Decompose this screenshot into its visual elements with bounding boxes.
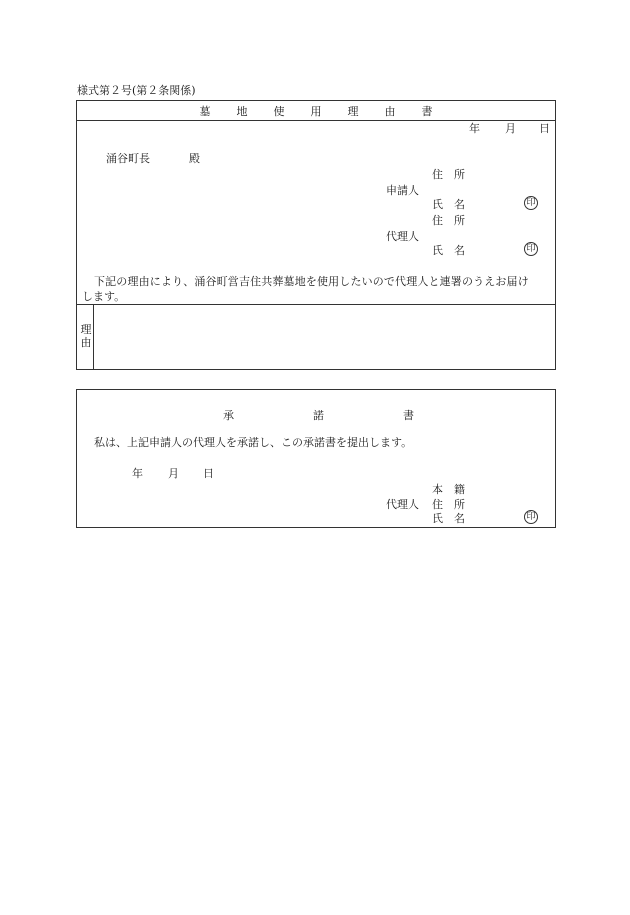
date-year-label: 年 <box>469 122 480 135</box>
consent-statement: 私は、上記申請人の代理人を承諾し、この承諾書を提出します。 <box>94 436 413 449</box>
title-char: 地 <box>236 104 248 118</box>
reason-label-char: 由 <box>80 336 92 349</box>
consent-agent-role-label: 代理人 <box>386 498 419 511</box>
agent-address-label-2: 所 <box>454 214 465 227</box>
title-char: 理 <box>347 104 359 118</box>
applicant-address-label-1: 住 <box>432 168 443 181</box>
agent-seal-icon: 印 <box>524 242 538 256</box>
consent-address-label-2: 所 <box>454 498 465 511</box>
consent-date-day-label: 日 <box>203 467 214 480</box>
application-form <box>76 100 556 370</box>
title-char: 用 <box>310 104 322 118</box>
consent-title-char: 諾 <box>313 409 324 422</box>
statement-line-2: します。 <box>82 290 126 303</box>
reason-divider <box>77 304 555 305</box>
agent-address-label-1: 住 <box>432 214 443 227</box>
addressee-name: 涌谷町長 <box>106 152 150 165</box>
applicant-name-label-1: 氏 <box>432 198 443 211</box>
consent-name-label-2: 名 <box>454 512 465 525</box>
consent-seal-icon: 印 <box>524 510 538 524</box>
agent-name-label-2: 名 <box>454 244 465 257</box>
consent-title-char: 書 <box>403 409 414 422</box>
addressee-honorific: 殿 <box>189 152 200 165</box>
reason-label-divider <box>93 304 94 369</box>
applicant-name-label-2: 名 <box>454 198 465 211</box>
consent-address-label-1: 住 <box>432 498 443 511</box>
date-day-label: 日 <box>539 122 550 135</box>
consent-domicile-label-2: 籍 <box>454 483 465 496</box>
applicant-role-label: 申請人 <box>386 184 419 197</box>
title-char: 墓 <box>199 104 211 118</box>
consent-domicile-label-1: 本 <box>432 483 443 496</box>
statement-line-1: 下記の理由により、涌谷町営吉住共葬墓地を使用したいので代理人と連署のうえお届け <box>94 275 529 288</box>
consent-form <box>76 389 556 528</box>
consent-date-month-label: 月 <box>168 467 179 480</box>
date-month-label: 月 <box>505 122 516 135</box>
agent-name-label-1: 氏 <box>432 244 443 257</box>
form-title <box>77 101 555 120</box>
reason-label-char: 理 <box>80 323 92 336</box>
consent-name-label-1: 氏 <box>432 512 443 525</box>
applicant-address-label-2: 所 <box>454 168 465 181</box>
title-char: 由 <box>384 104 396 118</box>
title-char: 使 <box>273 104 285 118</box>
consent-date-year-label: 年 <box>132 467 143 480</box>
applicant-seal-icon: 印 <box>524 196 538 210</box>
title-char: 書 <box>421 104 433 118</box>
reason-label <box>80 323 92 349</box>
agent-role-label: 代理人 <box>386 230 419 243</box>
consent-title-char: 承 <box>223 409 234 422</box>
title-divider <box>77 120 555 121</box>
form-number-label: 様式第２号(第２条関係) <box>77 84 196 97</box>
